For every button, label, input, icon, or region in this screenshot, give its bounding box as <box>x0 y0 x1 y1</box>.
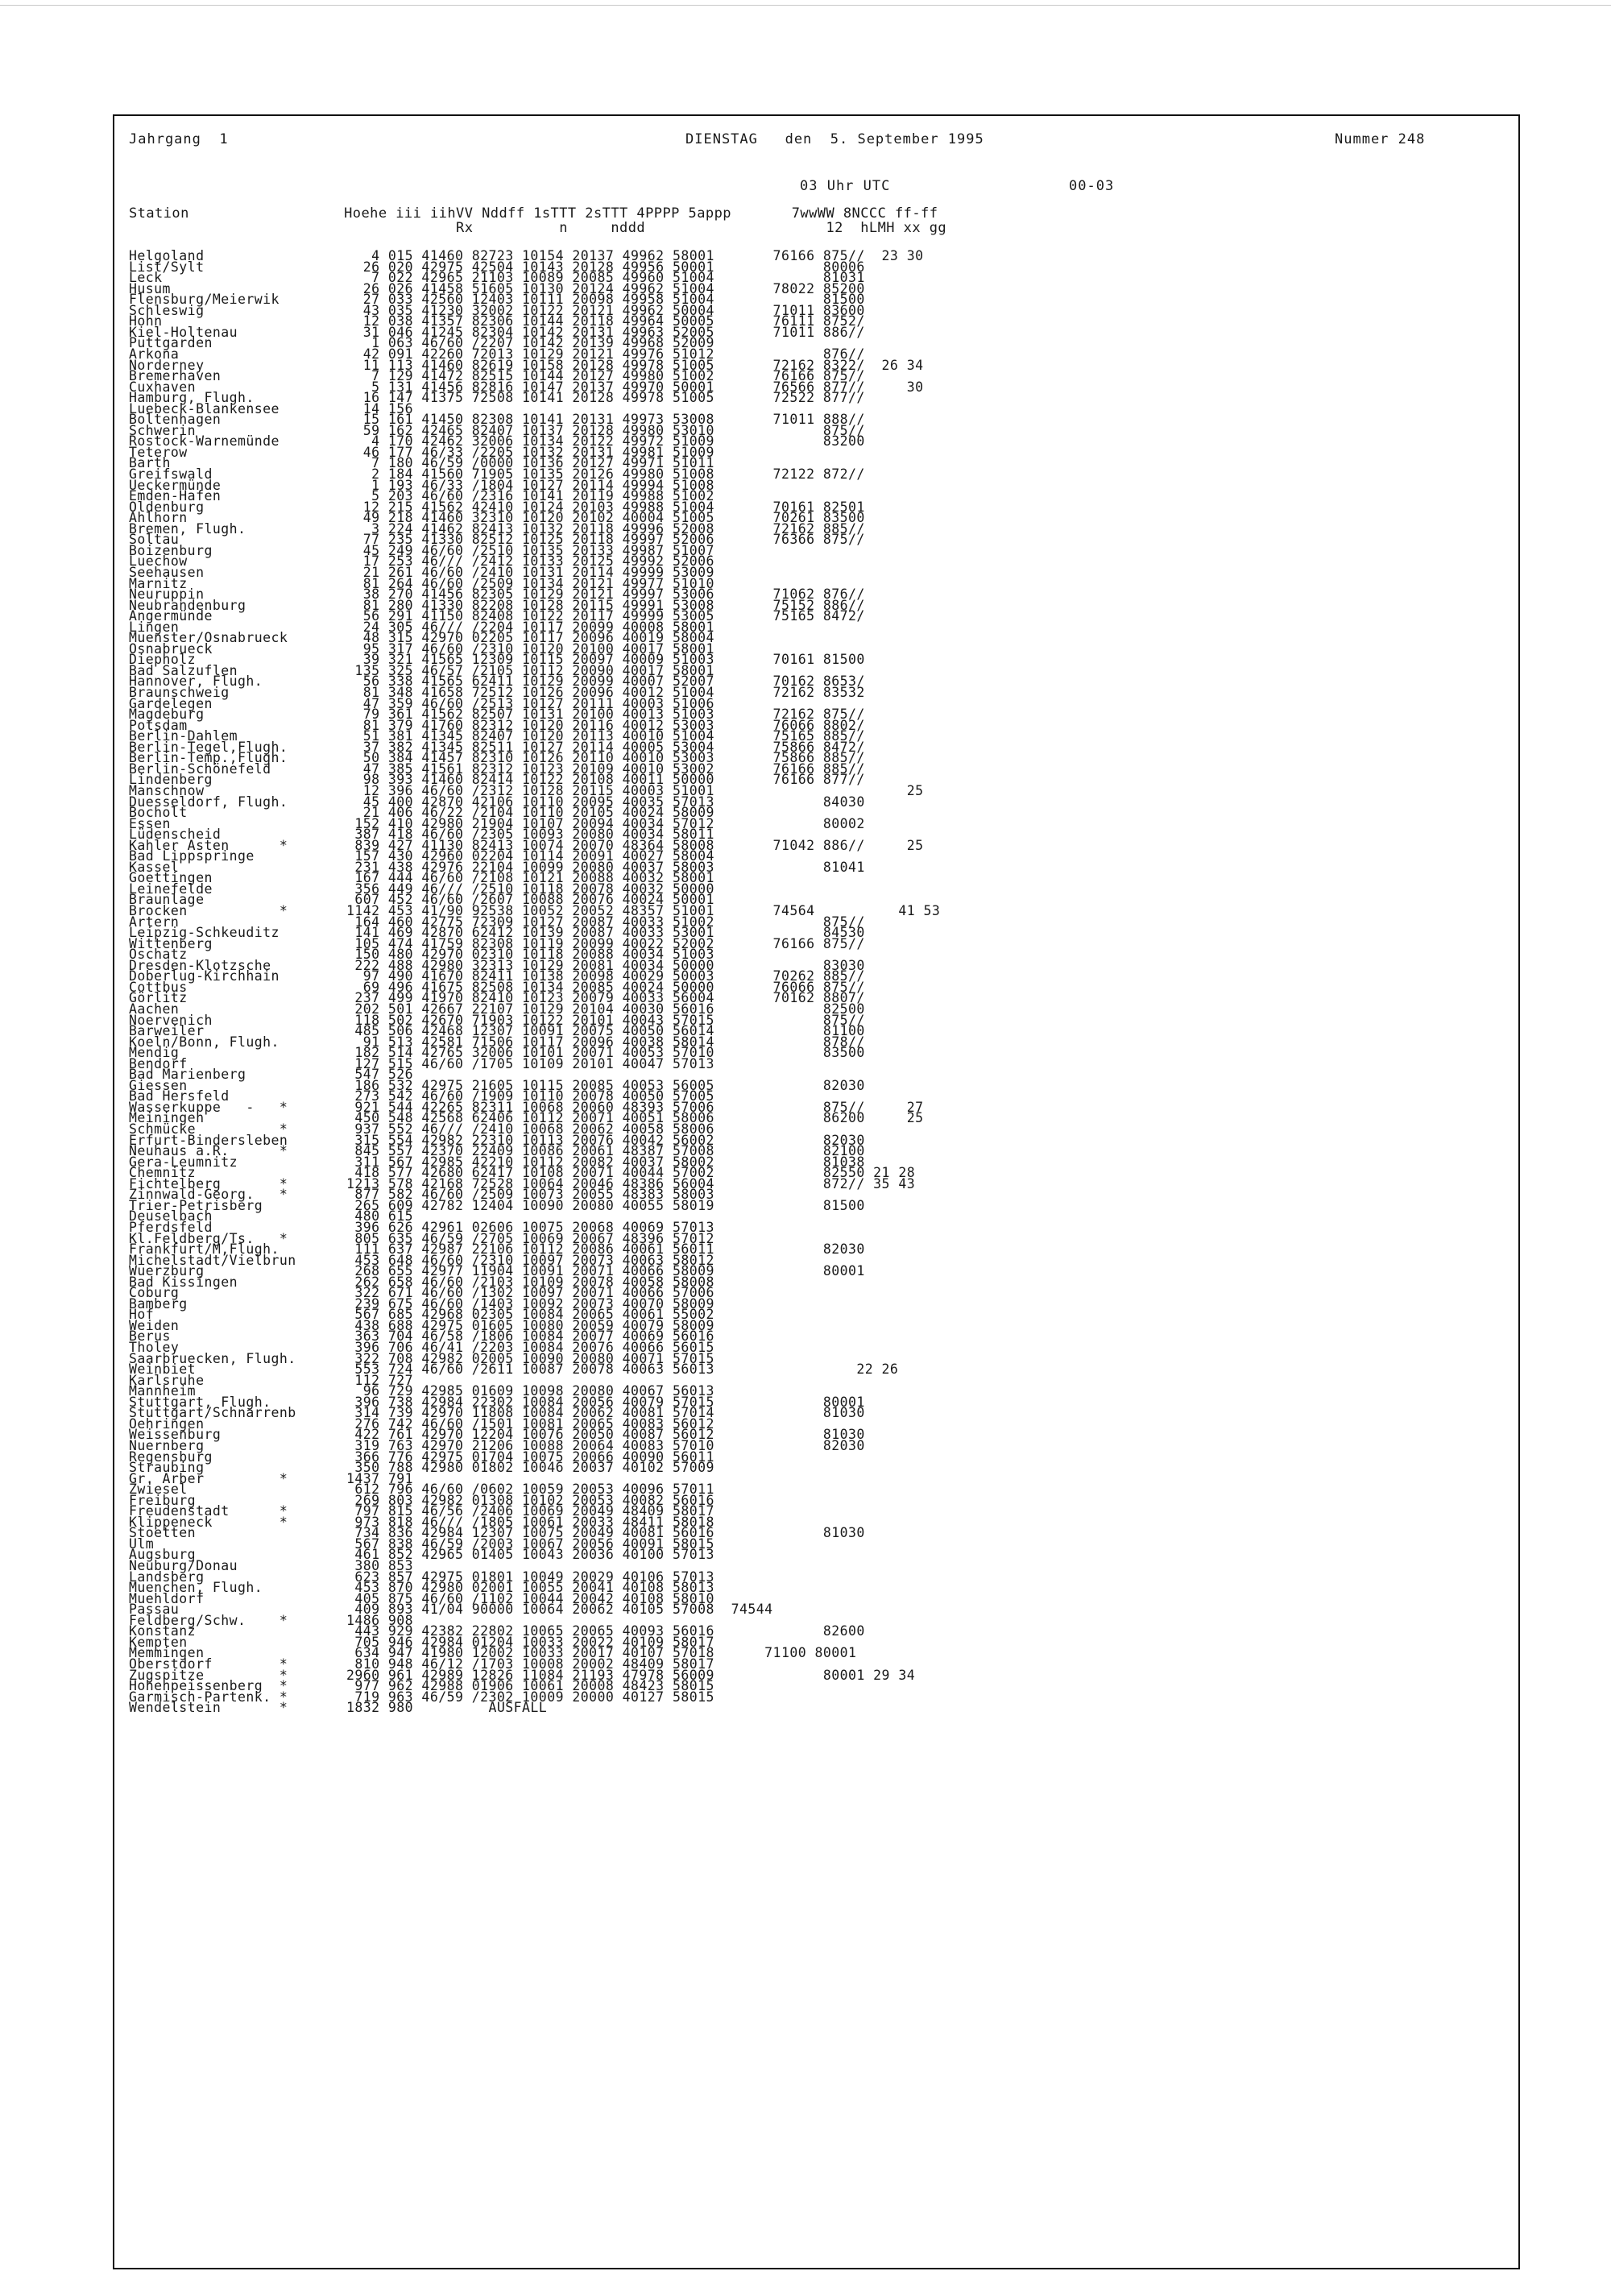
station-row: Nuernberg 319 763 42970 21206 10088 20064 40083 57010 82030 <box>129 1437 865 1453</box>
station-row: Bocholt 21 406 46/22 /2104 10110 20105 40024 58009 <box>129 805 714 821</box>
station-row: Kassel 231 438 42976 22104 10099 20080 40037 58003 81041 <box>129 859 865 875</box>
station-row: Oschatz 150 480 42970 02310 10118 20088 40034 51003 <box>129 947 714 963</box>
station-row: Gera-Leumnitz 311 567 42985 42210 10112 20082 40037 58002 81038 <box>129 1154 865 1170</box>
station-row: Cottbus 69 496 41675 82508 10134 20085 40024 50000 76066 875// <box>129 979 865 995</box>
period-range: 00-03 <box>1069 178 1115 194</box>
station-row: Straubing 350 788 42980 01802 10046 20037 40102 57009 <box>129 1460 714 1476</box>
station-row: Braunlage 607 452 46/60 /2607 10088 20076 40024 50001 <box>129 892 714 908</box>
station-row: Landsberg 623 857 42975 01801 10049 20029 40106 57013 <box>129 1569 714 1585</box>
station-row: Muenster/Osnabrueck 48 315 42970 02205 10117 20096 40019 58004 <box>129 630 714 646</box>
station-row: Leipzig-Schkeuditz 141 469 42870 62412 10139 20087 40033 53001 84530 <box>129 925 865 941</box>
station-row: Bad Marienberg 547 526 <box>129 1067 414 1083</box>
station-row: Wendelstein * 1832 980 AUSFALL <box>129 1700 548 1716</box>
station-row: Seehausen 21 261 46/60 /2410 10131 20114 49999 53009 <box>129 564 714 580</box>
station-row: Chemnitz 418 577 42680 62417 10108 20071 40044 57002 82550 21 28 <box>129 1165 916 1181</box>
year-label: Jahrgang 1 <box>129 131 229 147</box>
station-row: Lingen 24 305 46/// /2204 10117 20099 40008 58001 <box>129 619 714 635</box>
station-row: Augsburg 461 852 42965 01405 10043 20036 40100 57013 <box>129 1547 714 1563</box>
station-row: Potsdam 81 379 41760 82312 10120 20116 40012 53003 76066 8802/ <box>129 717 865 733</box>
station-row: Emden-Hafen 5 203 46/60 /2316 10141 20119 49988 51002 <box>129 488 714 504</box>
station-row: Stoetten 734 836 42984 12307 10075 20049 40081 56016 81030 <box>129 1525 865 1541</box>
station-row: Schwerin 59 162 42465 82407 10137 20128 49980 53010 875// <box>129 422 865 438</box>
station-row: Diepholz 39 321 41565 12309 10115 20097 40009 51003 70161 81500 <box>129 652 865 668</box>
station-row: Klippeneck * 973 818 46/// /1805 10061 20033 48411 58018 <box>129 1514 714 1530</box>
station-row: Weiden 438 688 42975 01605 10080 20059 40079 58009 <box>129 1317 714 1333</box>
station-row: Mannheim 96 729 42985 01609 10098 20080 40067 56013 <box>129 1383 714 1399</box>
station-row: Bendorf 127 515 46/60 /1705 10109 20101 40047 57013 <box>129 1055 714 1071</box>
station-row: Memmingen 634 947 41980 12002 10033 20017 40107 57018 71100 80001 <box>129 1645 857 1661</box>
date-label: DIENSTAG den 5. September 1995 <box>685 131 984 147</box>
station-row: Muehldorf 405 875 46/60 /1102 10044 20042 40108 58010 <box>129 1590 714 1606</box>
station-row: Berlin-Temp.,Flugh. 50 384 41457 82310 10126 20110 40010 53003 75866 885// <box>129 750 865 766</box>
station-row: Neuhaus a.R. * 845 557 42370 22409 10086 20061 48387 57008 82100 <box>129 1143 865 1159</box>
station-row: Tholey 396 706 46/41 /2203 10084 20076 40066 56015 <box>129 1340 714 1355</box>
station-row: Wittenberg 105 474 41759 82308 10119 20099 40022 52002 76166 875// <box>129 935 865 951</box>
station-row: Leck 7 022 42965 21103 10089 20085 49960 51004 81031 <box>129 270 865 286</box>
station-row: Dresden-Klotzsche 222 488 42980 32313 10129 20081 40034 50000 83030 <box>129 957 865 973</box>
station-row: Mendig 182 514 42765 32006 10101 20071 40053 57010 83500 <box>129 1045 865 1061</box>
station-row: Görlitz 237 499 41970 82410 10123 20079 40033 56004 70162 8807/ <box>129 990 865 1006</box>
station-row: Konstanz 443 929 42382 22802 10065 20065 40093 56016 82600 <box>129 1623 865 1639</box>
station-row: Weinbiet 553 724 46/60 /2611 10087 20078 40063 56013 22 26 <box>129 1361 899 1378</box>
station-row: Oldenburg 12 215 41562 42410 10124 20103 49988 51004 70161 82501 <box>129 499 865 515</box>
station-row: Flensburg/Meierwik 27 033 42560 12403 10111 20098 49958 51004 81500 <box>129 292 865 308</box>
station-row: Cuxhaven 5 131 41456 82816 10147 20137 49970 50001 76566 877// 30 <box>129 379 924 395</box>
station-row: Zwiesel 612 796 46/60 /0602 10059 20053 40096 57011 <box>129 1482 714 1498</box>
station-row: Teterow 46 177 46/33 /2205 10132 20131 49981 51009 <box>129 444 714 460</box>
station-row: Bremen, Flugh. 3 224 41462 82413 10132 20118 49996 52008 72162 885// <box>129 520 865 537</box>
station-row: Lüdenscheid 387 418 46/60 /2305 10093 20080 40034 58011 <box>129 827 714 843</box>
station-row: Soltau 77 235 41330 82512 10125 20118 49997 52006 76366 875// <box>129 532 865 548</box>
station-row: Duesseldorf, Flugh. 45 400 42870 42106 10110 20095 40035 57013 84030 <box>129 794 865 810</box>
station-row: Michelstadt/Vielbrun 453 648 46/60 /2310 10097 20073 40063 58012 <box>129 1252 714 1268</box>
station-row: Noervenich 118 502 42670 71903 10122 20101 40043 57015 875// <box>129 1012 865 1028</box>
station-row: Hohn 12 038 41357 82306 10144 20118 49964 50005 76111 8752/ <box>129 313 865 329</box>
station-row: Schmücke * 937 552 46/// /2410 10068 20062 40058 58006 <box>129 1121 714 1137</box>
station-row: Norderney 11 113 41460 82619 10158 20128 49978 51005 72162 8322/ 26 34 <box>129 357 924 373</box>
station-row: Angermünde 56 291 41150 82408 10122 20117 49999 53005 75165 8472/ <box>129 608 865 624</box>
station-row: Giessen 186 532 42975 21605 10115 20085 40053 56005 82030 <box>129 1077 865 1093</box>
station-row: Freiburg 269 803 42982 01308 10102 20053 40082 56016 <box>129 1492 714 1508</box>
station-row: Bad Salzuflen 135 325 46/57 /2105 10112 20090 40017 58001 <box>129 662 714 678</box>
station-row: Weissenburg 422 761 42970 12204 10076 20050 40087 56012 81030 <box>129 1427 865 1443</box>
station-row: Fichtelberg * 1213 578 42168 72528 10064 20046 48386 56004 872// 35 43 <box>129 1175 916 1192</box>
station-row: Meiningen 450 548 42568 62406 10112 20071 40051 58006 86200 25 <box>129 1110 924 1126</box>
station-row: Kl.Feldberg/Ts. * 805 635 46/59 /2705 10069 20067 48396 57012 <box>129 1230 714 1246</box>
station-row: Oehringen 276 742 46/60 /1501 10081 20065 40083 56012 <box>129 1415 714 1432</box>
column-header-1: Station Hoehe iii iihVV Nddff 1sTTT 2sTTT 4PPPP 5appp 7wwWW 8NCCC ff-ff <box>129 205 938 222</box>
station-row: Oberstdorf * 810 948 46/12 /1703 10008 20002 48409 58017 <box>129 1656 714 1672</box>
station-row: Hof 567 685 42968 02305 10084 20065 40061 55002 <box>129 1307 714 1323</box>
station-row: Saarbruecken, Flugh. 322 708 42982 02005 10090 20080 40071 57015 <box>129 1350 714 1366</box>
station-row: Rostock-Warnemünde 4 170 42462 32006 10134 20122 49972 51009 83200 <box>129 433 865 450</box>
station-row: Wuerzburg 268 655 42977 11904 10091 20071 40066 58009 80001 <box>129 1263 865 1279</box>
station-row: Bad Lippspringe 157 430 42960 02204 10114 20091 40027 58004 <box>129 848 714 864</box>
station-row: Brocken * 1142 453 41/90 92538 10052 20052 48357 51001 74564 41 53 <box>129 903 941 918</box>
station-row: Bamberg 239 675 46/60 /1403 10092 20073 40070 58009 <box>129 1295 714 1312</box>
station-row: Trier-Petrisberg 265 609 42782 12404 10090 20080 40055 58019 81500 <box>129 1197 865 1213</box>
station-row: Gr. Arber * 1437 791 <box>129 1470 414 1486</box>
station-row: Wasserkuppe - * 921 544 42265 82311 10068 20060 48393 57006 875// 27 <box>129 1099 924 1115</box>
station-row: Bad Hersfeld 273 542 46/60 /1909 10110 20078 40050 57005 <box>129 1088 714 1104</box>
station-row: Neuburg/Donau 380 853 <box>129 1558 414 1573</box>
station-row: Pferdsfeld 396 626 42961 02606 10075 20068 40069 57013 <box>129 1219 714 1235</box>
station-row: Ueckermünde 1 193 46/33 /1804 10127 20114 49994 51008 <box>129 477 714 493</box>
station-row: Erfurt-Bindersleben 315 554 42982 22310 10113 20076 40042 56002 82030 <box>129 1132 865 1148</box>
station-row: Berus 363 704 46/58 /1806 10084 20077 40069 56016 <box>129 1328 714 1345</box>
station-row: Luechow 17 253 46/// /2412 10133 20125 49992 52006 <box>129 553 714 570</box>
station-row: Zinnwald-Georg. * 877 582 46/60 /2509 10073 20055 48383 58003 <box>129 1187 714 1203</box>
station-row: Kahler Asten * 839 427 41130 82413 10074 20070 48364 58008 71042 886// 25 <box>129 837 924 853</box>
station-row: Barth 7 180 46/59 /0000 10136 20127 49971 51011 <box>129 455 714 471</box>
station-row: Essen 152 410 42980 21904 10107 20094 40034 57012 80002 <box>129 815 865 831</box>
station-row: Stuttgart, Flugh. 396 738 42984 22302 10084 20056 40079 57015 80001 <box>129 1394 865 1410</box>
station-row: Bad Kissingen 262 658 46/60 /2103 10109 20078 40058 58008 <box>129 1274 714 1290</box>
observation-time: 03 Uhr UTC <box>800 178 891 194</box>
station-row: Berlin-Tegel,Flugh. 37 382 41345 82511 10127 20114 40005 53004 75866 8472/ <box>129 739 865 755</box>
station-row: Muenchen, Flugh. 453 870 42980 02001 10055 20041 40108 58013 <box>129 1580 714 1596</box>
station-row: Stuttgart/Schnarrenb 314 739 42970 11808 10084 20062 40081 57014 81030 <box>129 1405 865 1421</box>
station-row: Magdeburg 79 361 41562 82507 10131 20100 40013 51003 72162 875// <box>129 707 865 723</box>
station-row: Aachen 202 501 42667 22107 10129 20104 40030 56016 82500 <box>129 1001 865 1017</box>
station-row: Manschnow 12 396 46/60 /2312 10128 20115 40003 51001 25 <box>129 782 924 798</box>
station-row: Leinefelde 356 449 46/// /2510 10118 20078 40032 50000 <box>129 881 714 897</box>
station-row: Karlsruhe 112 727 <box>129 1372 414 1388</box>
station-row: Berlin-Dahlem 51 381 41345 82407 10120 20113 40010 51004 75165 885// <box>129 728 865 744</box>
station-row: Puttgarden 1 063 46/60 /2207 10142 20139 49968 52009 <box>129 335 714 351</box>
station-row: Luebeck-Blankensee 14 156 <box>129 400 414 417</box>
station-row: Ahlhorn 49 218 41460 32310 10120 20102 40004 51005 70261 83500 <box>129 510 865 526</box>
station-row: Deuselbach 480 615 <box>129 1208 414 1225</box>
station-row: Kempten 705 946 42984 01204 10033 20022 40109 58017 <box>129 1634 714 1650</box>
station-row: Ulm 567 838 46/59 /2003 10067 20056 40091 58015 <box>129 1536 714 1552</box>
station-row: Doberlug-Kirchhain 97 490 41670 82411 10138 20098 40029 50003 70262 885// <box>129 968 865 984</box>
station-row: Schleswig 43 035 41230 32002 10122 20121 49962 50004 71011 83600 <box>129 302 865 318</box>
station-row: Berlin-Schönefeld 47 385 41561 82312 10123 20109 40010 53002 76166 885// <box>129 760 865 777</box>
station-row: Boltenhagen 15 161 41450 82308 10141 20131 49973 53008 71011 888// <box>129 412 865 428</box>
station-row: Lindenberg 98 393 41460 82414 10122 20108 40011 50000 76166 877// <box>129 772 865 788</box>
station-row: Barweiler 485 506 42468 12307 10091 20075 40050 56014 81100 <box>129 1023 865 1039</box>
station-row: Hannover, Flugh. 56 338 41565 62411 10129 20099 40007 52007 70162 8653/ <box>129 673 865 690</box>
station-row: Coburg 322 671 46/60 /1302 10097 20071 40066 57006 <box>129 1285 714 1301</box>
station-row: Husum 26 026 41458 51605 10130 20124 49962 51004 78022 85200 <box>129 280 865 296</box>
station-row: List/Sylt 26 020 42975 42504 10143 20128 49956 50001 80006 <box>129 259 865 275</box>
station-row: Helgoland 4 015 41460 82723 10154 20137 49962 58001 76166 875// 23 30 <box>129 248 924 263</box>
station-row: Bremerhaven 7 129 41472 82515 10144 20127 49980 51002 76166 875// <box>129 368 865 384</box>
station-row: Koeln/Bonn, Flugh. 91 513 42581 71506 10117 20096 40038 58014 878// <box>129 1034 865 1050</box>
station-row: Osnabrueck 95 317 46/60 /2310 10120 20100 40017 58001 <box>129 640 714 657</box>
station-row: Kiel-Holtenau 31 046 41245 82304 10142 20131 49963 52005 71011 886// <box>129 324 865 340</box>
station-row: Gardelegen 47 359 46/60 /2513 10127 20111 40003 51006 <box>129 695 714 711</box>
station-row: Frankfurt/M,Flugh. 111 637 42987 22106 10112 20086 40061 56011 82030 <box>129 1241 865 1258</box>
station-row: Neubrandenburg 81 280 41330 82208 10128 20115 49991 53008 75152 886// <box>129 597 865 613</box>
station-row: Passau 409 893 41/04 90000 10064 20062 40105 57008 74544 <box>129 1602 773 1618</box>
issue-number: Nummer 248 <box>1335 131 1426 147</box>
station-row: Greifswald 2 184 41560 71905 10135 20126 49980 51008 72122 872// <box>129 466 865 482</box>
station-row: Regensburg 366 776 42975 01704 10075 20066 40090 56011 <box>129 1448 714 1465</box>
station-row: Garmisch-Partenk. * 719 963 46/59 /2302 10009 20000 40127 58015 <box>129 1689 714 1705</box>
station-row: Hamburg, Flugh. 16 147 41375 72508 10141 20128 49978 51005 72522 877// <box>129 390 865 406</box>
station-row: Arkona 42 091 42260 72013 10129 20121 49976 51012 876// <box>129 346 865 362</box>
station-row: Zugspitze * 2960 961 42989 12826 11084 21193 47978 56009 80001 29 34 <box>129 1667 916 1683</box>
column-header-2: Rx n nddd 12 hLMH xx gg <box>129 220 947 236</box>
station-row: Goettingen 167 444 46/60 /2108 10121 20088 40032 58001 <box>129 870 714 886</box>
station-row: Artern 164 460 42775 72309 10127 20087 40033 51002 875// <box>129 914 865 930</box>
station-row: Neuruppin 38 270 41456 82305 10129 20121 49997 53006 71062 876// <box>129 586 865 603</box>
station-row: Hohenpeissenberg * 977 962 42988 01906 10061 20008 48423 58015 <box>129 1678 714 1694</box>
station-row: Boizenburg 45 249 46/60 /2510 10135 20133 49987 51007 <box>129 542 714 558</box>
station-row: Freudenstadt * 797 815 46/56 /2406 10069 20049 48409 58017 <box>129 1503 714 1519</box>
station-row: Marnitz 81 264 46/60 /2509 10134 20121 49977 51010 <box>129 575 714 591</box>
station-row: Feldberg/Schw. * 1486 908 <box>129 1612 414 1628</box>
station-row: Braunschweig 81 348 41658 72512 10126 20096 40012 51004 72162 83532 <box>129 685 865 700</box>
